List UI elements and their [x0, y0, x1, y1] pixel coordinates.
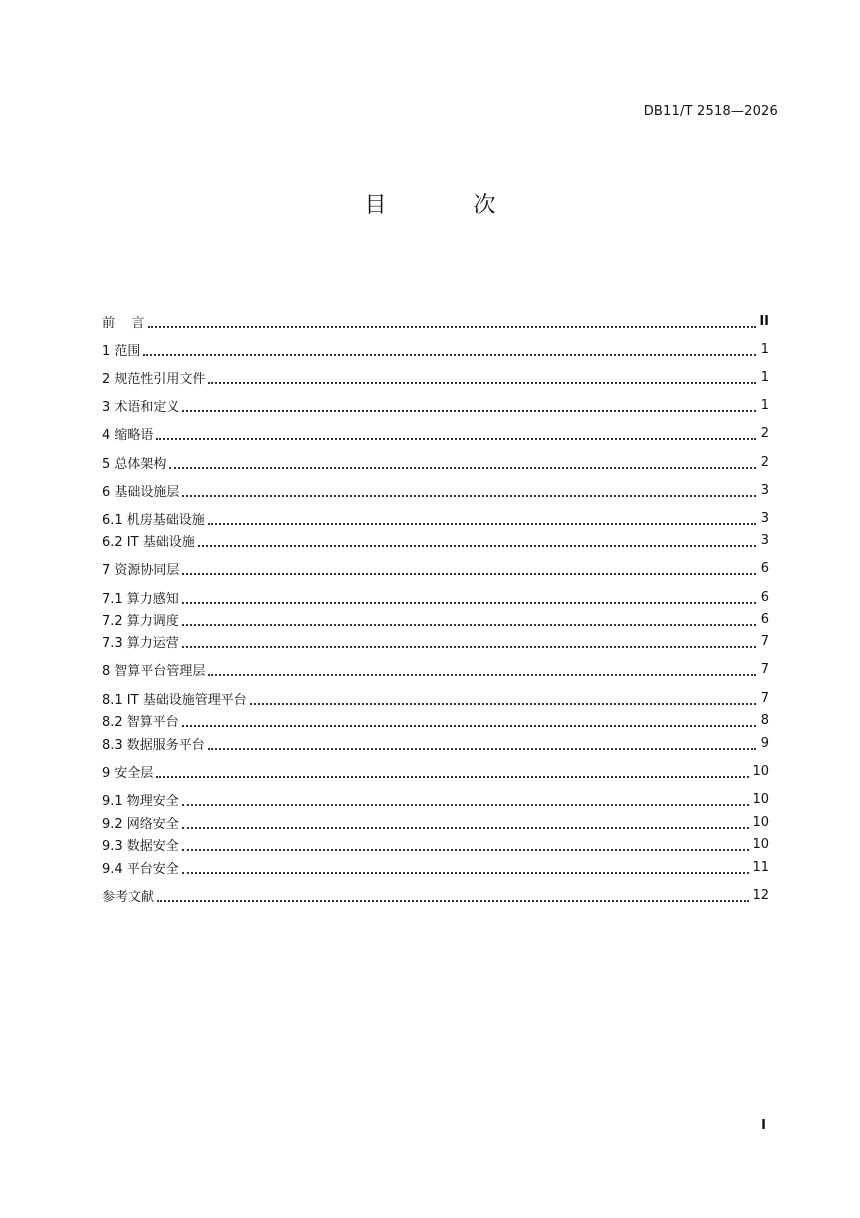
toc-entry-label: 参考文献	[102, 889, 155, 905]
toc-entry-label: 7.3 算力运营	[102, 635, 179, 651]
toc-entry-page: 3	[760, 482, 769, 498]
toc-entry-page: 8	[760, 712, 769, 728]
toc-entry[interactable]	[102, 530, 769, 550]
toc-entry-page: 2	[760, 454, 769, 470]
toc-entry[interactable]	[102, 480, 769, 500]
toc-entry-label: 8.2 智算平台	[102, 714, 179, 730]
toc-entry-label: 6.2 IT 基础设施	[102, 534, 195, 550]
toc-entry-page: 12	[752, 887, 769, 903]
toc-entry[interactable]	[102, 885, 769, 905]
toc-entry[interactable]	[102, 857, 769, 877]
toc-entry-page: 2	[760, 425, 769, 441]
toc-entry[interactable]	[102, 834, 769, 854]
toc-leader-dots	[182, 475, 756, 497]
toc-entry-page: 1	[760, 341, 769, 357]
toc-entry[interactable]	[102, 789, 769, 809]
toc-leader-dots	[157, 880, 749, 902]
toc-entry-label: 7 资源协同层	[102, 562, 180, 578]
toc-leader-dots	[208, 728, 756, 750]
toc-leader-dots	[156, 756, 749, 778]
toc-entry-page: 6	[760, 611, 769, 627]
page-title: 目 次	[364, 193, 536, 218]
toc-entry-label: 5 总体架构	[102, 456, 167, 472]
toc-leader-dots	[156, 418, 756, 440]
toc-leader-dots	[182, 807, 750, 829]
document-code: DB11/T 2518—2026	[643, 104, 778, 119]
toc-entry-page: II	[759, 313, 769, 329]
toc-entry-label: 9.4 平台安全	[102, 861, 179, 877]
toc-leader-dots	[182, 705, 756, 727]
toc-leader-dots	[148, 306, 756, 328]
toc-entry-label: 8 智算平台管理层	[102, 663, 206, 679]
toc-leader-dots	[208, 362, 756, 384]
toc-entry-label: 6 基础设施层	[102, 484, 180, 500]
toc-entry-label: 2 规范性引用文件	[102, 371, 206, 387]
toc-leader-dots	[182, 626, 756, 648]
toc-entry-label: 9.1 物理安全	[102, 793, 179, 809]
toc-entry[interactable]	[102, 631, 769, 651]
toc-entry-label: 9.2 网络安全	[102, 816, 179, 832]
toc-entry-page: 1	[760, 369, 769, 385]
toc-entry[interactable]	[102, 761, 769, 781]
toc-entry-page: 11	[752, 859, 769, 875]
toc-entry[interactable]	[102, 311, 769, 331]
toc-entry[interactable]	[102, 733, 769, 753]
toc-entry-page: 10	[752, 791, 769, 807]
toc-entry[interactable]	[102, 659, 769, 679]
toc-leader-dots	[182, 852, 750, 874]
toc-entry[interactable]	[102, 395, 769, 415]
toc-entry-page: 10	[752, 814, 769, 830]
toc-entry-label: 9 安全层	[102, 765, 154, 781]
toc-leader-dots	[208, 654, 756, 676]
toc-entry-page: 6	[760, 560, 769, 576]
toc-entry[interactable]	[102, 710, 769, 730]
toc-entry-label: 7.1 算力感知	[102, 591, 179, 607]
toc-leader-dots	[182, 390, 756, 412]
toc-entry-label: 8.1 IT 基础设施管理平台	[102, 692, 247, 708]
toc-entry[interactable]	[102, 339, 769, 359]
toc-entry-page: 7	[760, 661, 769, 677]
toc-entry-page: 7	[760, 690, 769, 706]
toc-leader-dots	[182, 829, 750, 851]
toc-entry-label: 9.3 数据安全	[102, 838, 179, 854]
toc-entry-label: 8.3 数据服务平台	[102, 737, 205, 753]
toc-entry-label: 1 范围	[102, 343, 141, 359]
toc-entry[interactable]	[102, 452, 769, 472]
toc-entry-label: 6.1 机房基础设施	[102, 512, 205, 528]
toc-entry[interactable]	[102, 367, 769, 387]
toc-entry-label: 7.2 算力调度	[102, 613, 179, 629]
toc-leader-dots	[143, 334, 756, 356]
toc-leader-dots	[250, 683, 756, 705]
toc-entry-page: 9	[760, 735, 769, 751]
toc-entry-page: 10	[752, 763, 769, 779]
toc-entry-page: 3	[760, 532, 769, 548]
toc-leader-dots	[208, 503, 756, 525]
toc-leader-dots	[182, 784, 750, 806]
toc-entry[interactable]	[102, 558, 769, 578]
toc-entry-page: 1	[760, 397, 769, 413]
toc-leader-dots	[182, 553, 756, 575]
toc-entry-label: 4 缩略语	[102, 427, 154, 443]
toc-entry-label: 3 术语和定义	[102, 399, 180, 415]
toc-entry-page: 3	[760, 510, 769, 526]
toc-leader-dots	[169, 447, 756, 469]
toc-entry-page: 6	[760, 589, 769, 605]
toc-entry-page: 10	[752, 836, 769, 852]
toc-entry-page: 7	[760, 633, 769, 649]
toc-entry[interactable]	[102, 423, 769, 443]
toc-leader-dots	[182, 604, 756, 626]
toc-entry-label: 前 言	[102, 315, 145, 331]
toc-leader-dots	[182, 582, 756, 604]
toc-leader-dots	[198, 525, 756, 547]
page-number: I	[761, 1118, 766, 1133]
